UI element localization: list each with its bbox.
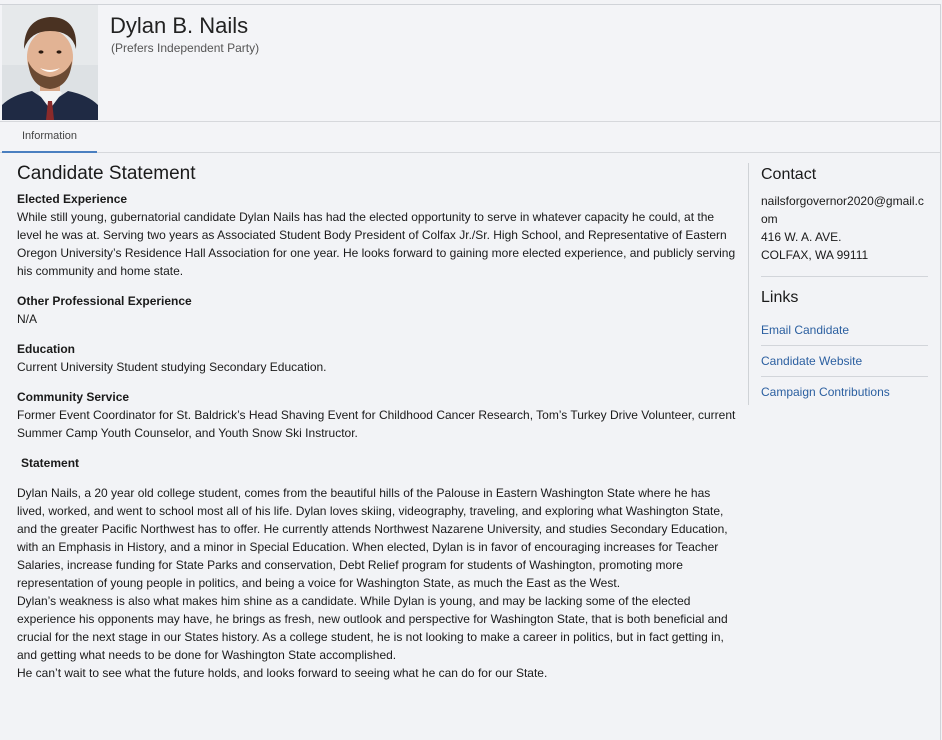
candidate-statement-panel (17, 162, 739, 682)
candidate-party: (Prefers Independent Party) (111, 41, 260, 55)
candidate-header (0, 5, 940, 122)
sidebar-separator (761, 276, 928, 277)
section-education (17, 340, 739, 376)
contact-address-line1: 416 W. A. AVE. (761, 230, 842, 244)
links-title: Links (761, 289, 799, 306)
statement-paragraph: Dylan Nails, a 20 year old college student, comes from the beautiful hills of the Palouse in Eastern Washington State where he has lived, worked, and went to school most all of his life. Dylan loves skiing, videography, traveling, and exploring what Washington State, and the greater Pacific Northwest has to offer. He currently attends Northwest Nazarene University, and studies Secondary Education, with an Emphasis in History, and a minor in Special Education. When elected, Dylan is in favor of encouraging increases for Teacher Salaries, increase funding for State Parks and conservation, Debt Relief program for students of Washington, promoting more representation of young people in politics, and being a voice for Washington State, as much the East as the West. (17, 486, 728, 590)
section-heading: Education (17, 342, 76, 356)
contact-email: nailsforgovernor2020@gmail.com (761, 194, 924, 226)
section-heading: Elected Experience (17, 192, 128, 206)
contact-address-line2: COLFAX, WA 99111 (761, 248, 869, 262)
candidate-portrait-image (2, 5, 98, 120)
section-heading: Other Professional Experience (17, 294, 192, 308)
tab-information[interactable]: Information (2, 122, 97, 153)
section-community-service (17, 388, 739, 442)
contact-title: Contact (761, 166, 817, 183)
section-other-professional-experience (17, 292, 739, 328)
statement-title: Candidate Statement (17, 163, 196, 184)
tab-bar (0, 122, 940, 153)
contact-sidebar (761, 164, 928, 407)
section-elected-experience (17, 190, 739, 280)
statement-heading: Statement (21, 456, 80, 470)
campaign-contributions-link[interactable]: Campaign Contributions (761, 385, 890, 399)
email-candidate-link[interactable]: Email Candidate (761, 315, 928, 346)
section-heading: Community Service (17, 390, 130, 404)
section-body: Current University Student studying Secondary Education. (17, 360, 327, 374)
section-body: N/A (17, 312, 38, 326)
statement-paragraph: Dylan’s weakness is also what makes him shine as a candidate. While Dylan is young, and may be lacking some of the elected experience his opponents may have, he brings as fresh, new outlook and perspective for Washington State, that is both beneficial and crucial for the next stage in our States history. As a college student, he is not looking to make a career in politics, but in fact getting in, and getting what needs to be done for Washington State accomplished. (17, 594, 728, 662)
candidate-photo (2, 5, 98, 120)
section-body: While still young, gubernatorial candidate Dylan Nails has had the elected opportunity to serve in whatever capacity he could, at the level he was at. Serving two years as Associated Student Body President of Colfax Jr./Sr. High School, and Representative of Eastern Oregon University’s Residence Hall Association for one year. He looks forward to gaining more elected experience, and publicly serving his community and home state. (17, 210, 736, 278)
sidebar-divider (748, 163, 749, 405)
candidate-website-link[interactable]: Candidate Website (761, 346, 928, 377)
candidate-name: Dylan B. Nails (110, 13, 249, 38)
statement-paragraph: He can’t wait to see what the future holds, and looks forward to seeing what he can do for our State. (17, 666, 548, 680)
section-body: Former Event Coordinator for St. Baldrick’s Head Shaving Event for Childhood Cancer Research, Tom’s Turkey Drive Volunteer, current Summer Camp Youth Counselor, and Youth Snow Ski Instructor. (17, 408, 736, 440)
